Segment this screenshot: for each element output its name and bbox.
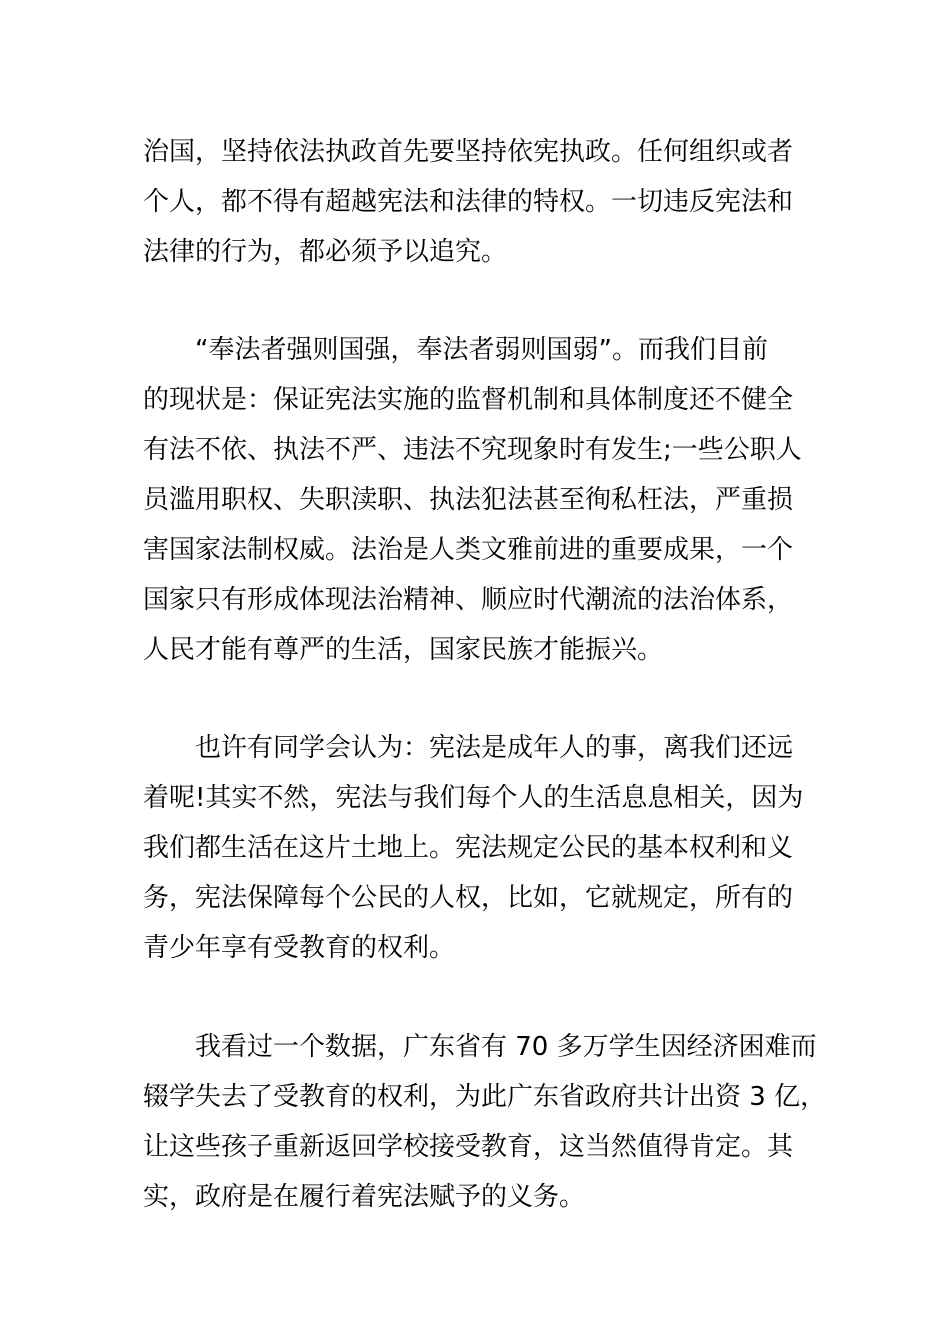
paragraph-line: 辍学失去了受教育的权利，为此广东省政府共计出资 3 亿，: [143, 1082, 827, 1112]
paragraph-line: 法律的行为，都必须予以追究。: [143, 237, 508, 267]
paragraph-3: [143, 723, 813, 973]
paragraph-line: “奉法者强则国强，奉法者弱则国弱”。而我们目前: [195, 335, 768, 365]
paragraph-line: 青少年享有受教育的权利。: [143, 933, 456, 963]
paragraph-line: 人民才能有尊严的生活，国家民族才能振兴。: [143, 635, 664, 665]
paragraph-line: 我们都生活在这片土地上。宪法规定公民的基本权利和义: [143, 833, 794, 863]
paragraph-4: [143, 1022, 827, 1222]
paragraph-line: 也许有同学会认为：宪法是成年人的事，离我们还远: [195, 733, 794, 763]
paragraph-line: 有法不依、执法不严、违法不究现象时有发生;一些公职人: [143, 435, 802, 465]
paragraph-line: 害国家法制权威。法治是人类文雅前进的重要成果，一个: [143, 535, 794, 565]
paragraph-line: 实，政府是在履行着宪法赋予的义务。: [143, 1182, 586, 1212]
paragraph-line: 个人，都不得有超越宪法和法律的特权。一切违反宪法和: [143, 187, 794, 217]
paragraph-line: 国家只有形成体现法治精神、顺应时代潮流的法治体系，: [143, 585, 794, 615]
paragraph-line: 治国，坚持依法执政首先要坚持依宪执政。任何组织或者: [143, 137, 794, 167]
paragraph-line: 让这些孩子重新返回学校接受教育，这当然值得肯定。其: [143, 1132, 794, 1162]
paragraph-line: 务，宪法保障每个公民的人权，比如，它就规定，所有的: [143, 883, 794, 913]
paragraph-1: [143, 127, 813, 277]
paragraph-2: [143, 325, 813, 675]
paragraph-line: 着呢!其实不然，宪法与我们每个人的生活息息相关，因为: [143, 783, 804, 813]
paragraph-line: 我看过一个数据，广东省有 70 多万学生因经济困难而: [195, 1032, 817, 1062]
paragraph-line: 的现状是：保证宪法实施的监督机制和具体制度还不健全: [143, 385, 794, 415]
paragraph-line: 员滥用职权、失职渎职、执法犯法甚至徇私枉法，严重损: [143, 485, 794, 515]
